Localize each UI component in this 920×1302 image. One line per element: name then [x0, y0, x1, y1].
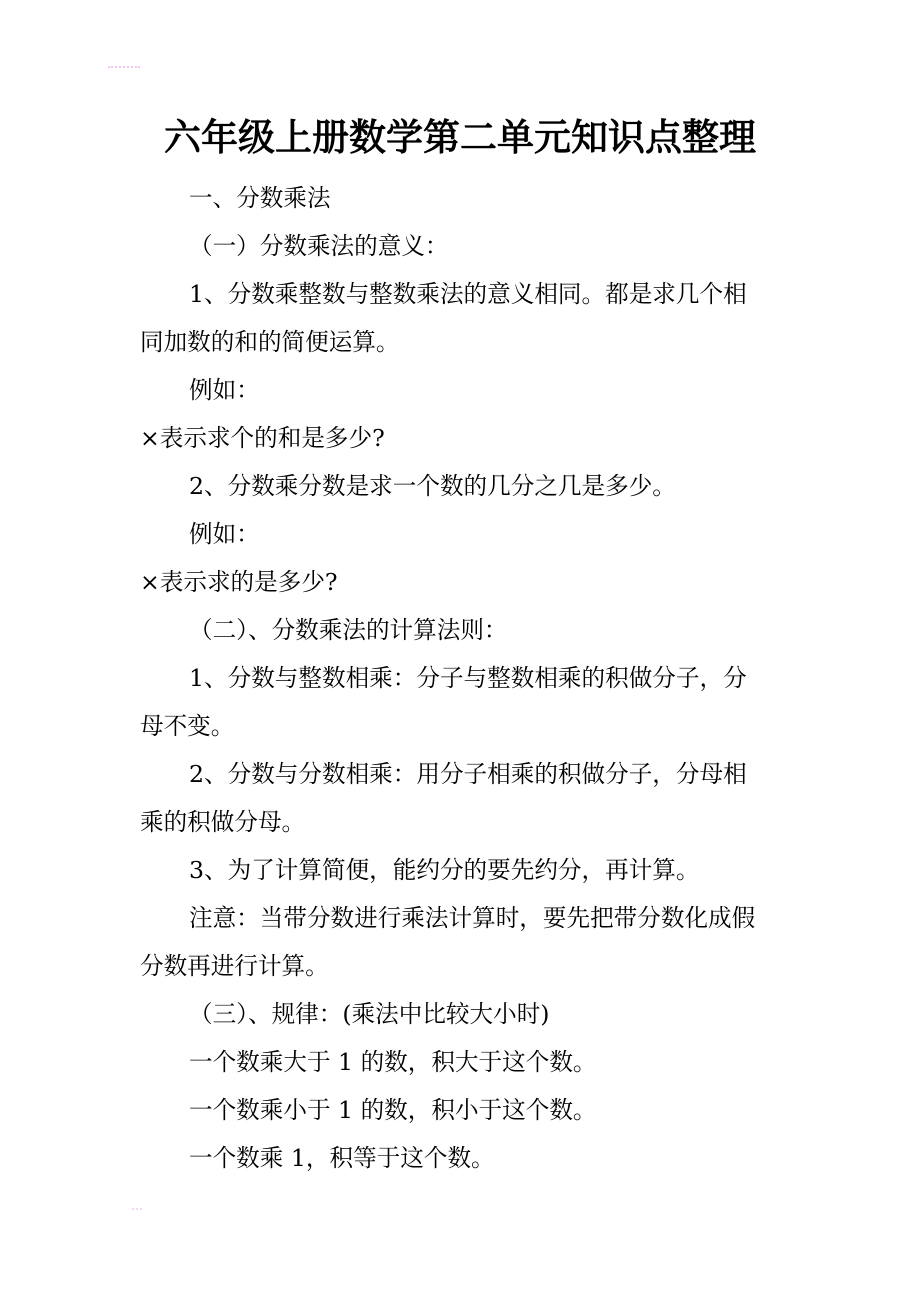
text-line: 注意：当带分数进行乘法计算时，要先把带分数化成假: [189, 904, 756, 932]
decorative-dotted-mark: [132, 1208, 142, 1210]
text-line: 同加数的和的简便运算。: [140, 328, 400, 356]
text-line: 分数再进行计算。: [140, 952, 329, 980]
text-line: 一、分数乘法: [189, 184, 331, 212]
text-line: 2、分数与分数相乘：用分子相乘的积做分子，分母相: [189, 760, 747, 788]
text-line: （三）、规律：(乘法中比较大小时): [189, 1000, 550, 1028]
text-line: （二）、分数乘法的计算法则：: [189, 616, 508, 644]
document-body: [140, 174, 800, 1182]
text-line: ×表示求的是多少?: [140, 568, 338, 596]
text-line: 1、分数与整数相乘：分子与整数相乘的积做分子，分: [189, 664, 747, 692]
text-line: 例如：: [189, 376, 260, 404]
text-line: 一个数乘大于 1 的数，积大于这个数。: [189, 1048, 597, 1076]
text-line: 3、为了计算简便，能约分的要先约分，再计算。: [189, 856, 700, 884]
text-line: 例如：: [189, 520, 260, 548]
text-line: ×表示求个的和是多少?: [140, 424, 385, 452]
text-line: 乘的积做分母。: [140, 808, 306, 836]
text-line: （一）分数乘法的意义：: [189, 232, 449, 260]
text-line: 母不变。: [140, 712, 235, 740]
text-line: 一个数乘 1，积等于这个数。: [189, 1144, 495, 1172]
text-line: 2、分数乘分数是求一个数的几分之几是多少。: [189, 472, 676, 500]
text-line: 一个数乘小于 1 的数，积小于这个数。: [189, 1096, 597, 1124]
decorative-dotted-mark: [108, 66, 140, 68]
document-title: 六年级上册数学第二单元知识点整理: [164, 115, 756, 159]
text-line: 1、分数乘整数与整数乘法的意义相同。都是求几个相: [189, 280, 747, 308]
